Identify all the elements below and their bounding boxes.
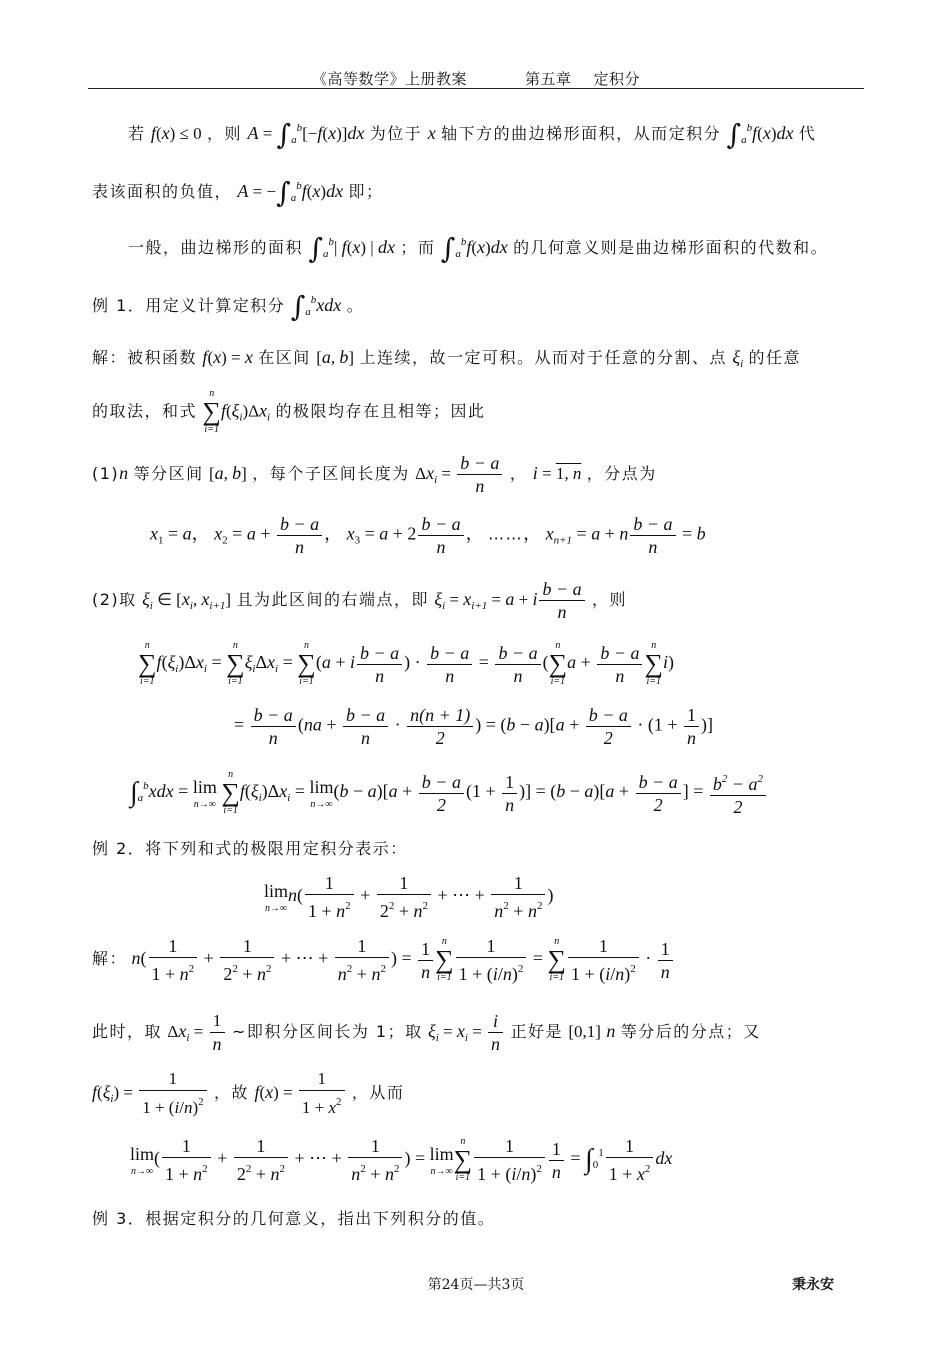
text: ，故: [214, 1083, 250, 1102]
text: 代: [798, 124, 817, 143]
header-book-title: 《高等数学》上册教案: [311, 70, 467, 88]
text: 例 1．用定义计算定积分: [92, 296, 286, 315]
text: ，则: [207, 124, 243, 143]
text: 等分后的分点；又: [620, 1022, 761, 1041]
text: (2)取: [92, 590, 137, 609]
page-header: [0, 68, 952, 89]
text: 。: [346, 296, 365, 315]
text: 的几何意义则是曲边梯形面积的代数和。: [513, 238, 829, 257]
example-2-limit: lim n→∞ n( $\frac{1}{1 + n^2}$ + $\frac{1}{2^2 + n^2}$ + ⋯ + $\frac{1}{n^2 + n^2}$ ): [264, 873, 554, 921]
example-3-title: [92, 1206, 495, 1229]
text: 解：: [92, 949, 128, 969]
header-section: 定积分: [593, 70, 641, 88]
riemann-sum-eq-2: = $\frac{b - a}{n}$ (na + $\frac{b - a}{n}$ · $\frac{n(n + 1)}{2}$ ) = (b − a)[a + $\frac{b - a}{2}$ · (1 + $\frac{1}{n}$ )]: [234, 705, 714, 748]
author-name: 秉永安: [792, 1277, 834, 1293]
solution-1-line1: 解：被积函数 f(x) = x 在区间 [a, b] 上连续，故一定可积。从而对于任意的分割、点 $\xi_i$ 的任意: [92, 347, 802, 370]
text: 此时，取: [92, 1022, 163, 1041]
text: 例 2．将下列和式的极限用定积分表示：: [92, 839, 408, 858]
integral-result-eq: $\int_a^bxdx$ = lim n→∞ n ∑ i=1 $f(\xi_i)\Delta x_i$ = lim n→∞ (b − a)[a + $\frac{b - a}{2}$ (1 + $\frac{1}{n}$ )] = (b − a)[a + $\frac{b - a}{2}$ ] = $\frac{b^2 - a^2}{2}$: [130, 768, 768, 818]
text: 且为此区间的右端点，即: [236, 590, 429, 609]
text: 表该面积的负值，: [92, 182, 233, 201]
text: 为位于: [369, 124, 423, 143]
example-1-title: 例 1．用定义计算定积分 $\int_a^bxdx$ 。: [92, 290, 365, 323]
text: 的极限均存在且相等；因此: [275, 401, 486, 421]
example-2-title: [92, 836, 408, 859]
text: ……: [488, 524, 524, 544]
para-negative-area-line2: 表该面积的负值， $A = -\int_a^bf(x)dx$ 即；: [92, 176, 384, 209]
partition-points: $x_1 = a$， $x_2 = a$ + $\frac{b - a}{n}$ ， $x_3 = a + 2$ $\frac{b - a}{n}$ ， ……， $x_{n+1} = a + n$ $\frac{b - a}{n}$ = b: [150, 514, 706, 557]
text: ，从而: [351, 1083, 405, 1102]
text: ，: [509, 464, 528, 483]
text: 上连续，故一定可积。从而对于任意的分割、点: [359, 348, 727, 367]
text: 例 3．根据定积分的几何意义，指出下列积分的值。: [92, 1209, 496, 1228]
text: 即；: [348, 182, 384, 201]
text: 轴下方的曲边梯形面积，从而定积分: [441, 124, 722, 143]
text: 解：被积函数: [92, 348, 198, 367]
step-2-choose-points: (2)取 $\xi_i$ ∈ [$x_i$, $x_{i+1}$] 且为此区间的右端点，即 $\xi_i = x_{i+1} = a + i$ $\frac{b - a}{n}$ ，则: [92, 579, 628, 622]
solution-2-result: lim n→∞ ( $\frac{1}{1 + n^2}$ + $\frac{1}{2^2 + n^2}$ + ⋯ + $\frac{1}{n^2 + n^2}$ ) = lim n→∞ n ∑ i=1 $\frac{1}{1 + (i/n)^2}$ $\frac{1}{n}$ = $\int_0^1$ $\frac{1}{1 + x^2}$ dx: [130, 1136, 673, 1184]
header-chapter: 第五章: [524, 70, 572, 88]
text: 的取法，和式: [92, 401, 198, 421]
text: 等分区间: [133, 464, 204, 483]
text: ~即积分区间长为 1；取: [231, 1022, 423, 1041]
solution-2-explain-1: 此时，取 $\Delta x_i$ = $\frac{1}{n}$ ~即积分区间长为 1；取 $\xi_i = x_i$ = $\frac{i}{n}$ 正好是 [0,1] n 等分后的分点；又: [92, 1011, 761, 1054]
text: 的任意: [748, 348, 802, 367]
text: 若: [128, 124, 146, 143]
step-1-partition: (1)n 等分区间 [a, b] ，每个子区间长度为 $\Delta x_i$ = $\frac{b - a}{n}$ ， i = 1, n ，分点为: [92, 453, 657, 496]
text: ，则: [592, 590, 628, 609]
text: 一般，曲边梯形的面积: [128, 238, 304, 257]
text: (1): [92, 464, 120, 483]
header-rule: [88, 88, 864, 89]
text: ，每个子区间长度为: [252, 464, 410, 483]
text: ，分点为: [586, 464, 657, 483]
text: 正好是: [510, 1022, 563, 1041]
riemann-sum-eq-1: n ∑ i=1 $f(\xi_i)\Delta x_i$ = n ∑ i=1 $\xi_i\Delta x_i$ = n ∑ i=1 (a + i $\frac{b - a}{n}$ ) · $\frac{b - a}{n}$ = $\frac{b - a}{n}$ ( n ∑ i=1 a + $\frac{b - a}{n}$ n ∑ i=1 i): [138, 640, 675, 687]
para-general-meaning: 一般，曲边梯形的面积 $\int_a^b|$ f(x) | dx ；而 $\int_a^bf(x)dx$ 的几何意义则是曲边梯形面积的代数和。: [128, 232, 829, 265]
page-footer: 第24页—共3页: [427, 1277, 525, 1293]
solution-2-eq: 解： n( $\frac{1}{1 + n^2}$ + $\frac{1}{2^2 + n^2}$ + ⋯ + $\frac{1}{n^2 + n^2}$ ) = $\frac{1}{n}$ n ∑ i=1 $\frac{1}{1 + (i/n)^2}$ = n ∑ i=1 $\frac{1}{1 + (i/n)^2}$ · $\frac{1}{n}$: [92, 935, 675, 985]
text: 在区间: [258, 348, 311, 367]
text: ；而: [400, 238, 436, 257]
solution-2-explain-2: $f(\xi_i)$ = $\frac{1}{1 + (i/n)^2}$ ，故 f(x) = $\frac{1}{1 + x^2}$ ，从而: [92, 1069, 405, 1117]
para-negative-area-line1: 若 f(x) ≤ 0 ，则 $A = \int_a^b[-f(x)]dx$ 为位于 x 轴下方的曲边梯形面积，从而定积分 $\int_a^bf(x)dx$ 代: [128, 118, 817, 151]
solution-1-line2: 的取法，和式 n ∑ i=1 $f(\xi_i)\Delta x_i$ 的极限均存在且相等；因此: [92, 388, 486, 435]
